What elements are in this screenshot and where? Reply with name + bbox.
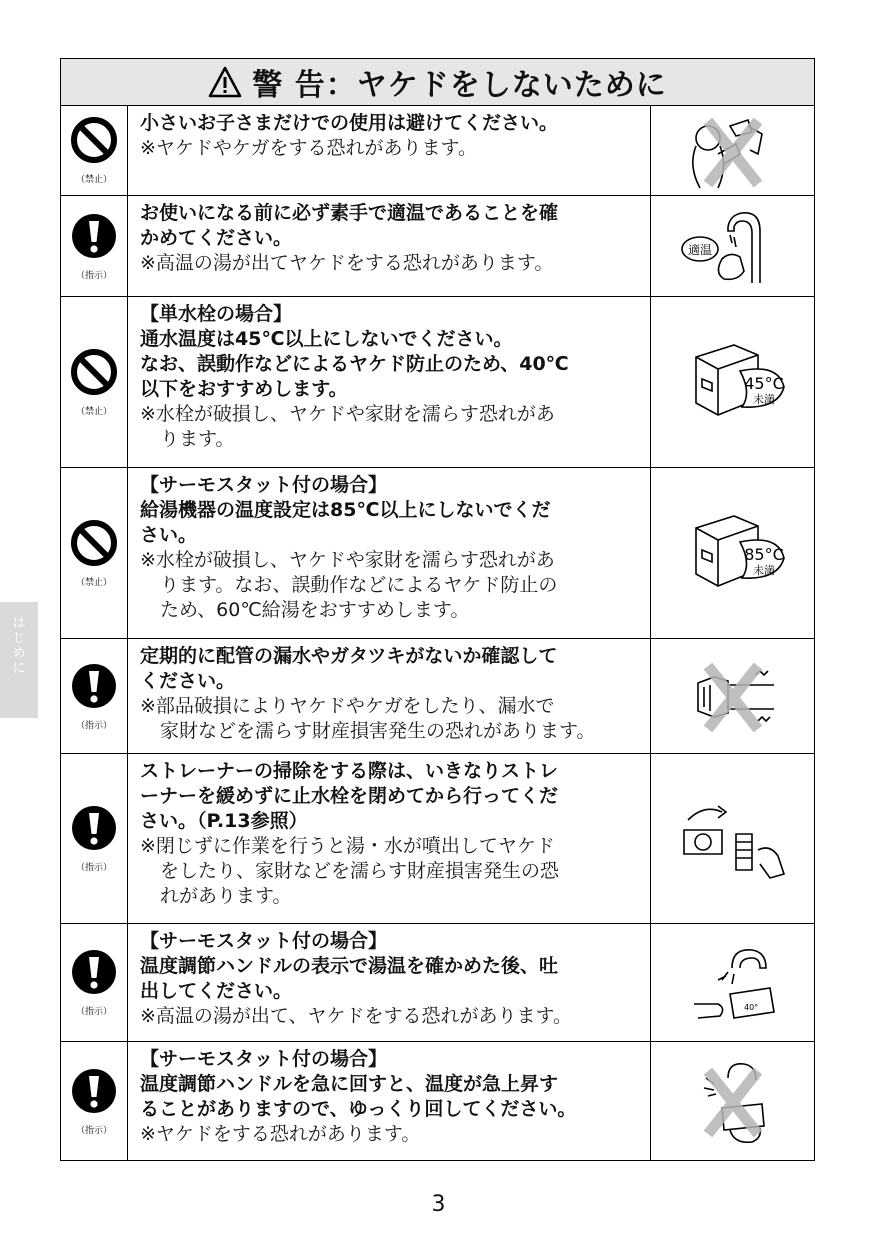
note-line: ※部品破損によりヤケドやケガをしたり、漏水で	[140, 695, 555, 717]
hand-check-temperature-illustration	[651, 196, 814, 296]
mandatory-icon	[70, 948, 118, 1000]
water-heater-illustration	[651, 297, 814, 467]
warning-row	[61, 297, 814, 468]
instruction-line: ください。	[140, 670, 236, 692]
warning-text	[128, 639, 651, 753]
icon-caption: （禁止）	[75, 577, 112, 588]
note-line: れがあります。	[159, 885, 292, 907]
instruction-line: ることがありますので、ゆっくり回してください。	[140, 1098, 577, 1120]
note-line: ※水栓が破損し、ヤケドや家財を濡らす恐れがあ	[140, 403, 555, 425]
warning-icon-cell	[61, 106, 128, 195]
instruction-line: 温度調節ハンドルを急に回すと、温度が急上昇す	[140, 1073, 559, 1095]
warning-text	[128, 196, 651, 296]
picture-temperature: 85°C	[743, 545, 784, 564]
note-line: ※ヤケドをする恐れがあります。	[140, 1123, 421, 1145]
prohibition-icon	[70, 519, 118, 571]
instruction-line: 温度調節ハンドルの表示で湯温を確かめた後、吐	[140, 955, 559, 977]
prohibition-icon	[70, 348, 118, 400]
warning-title: 警 告：ヤケドをしないために	[252, 68, 667, 103]
instruction-line: さい。	[140, 524, 198, 546]
icon-caption: （指示）	[75, 270, 112, 281]
warning-icon-cell	[61, 924, 128, 1041]
icon-caption: （禁止）	[75, 406, 112, 417]
instruction-line: 出してください。	[140, 980, 293, 1002]
instruction-line: 通水温度は45℃以上にしないでください。	[140, 328, 513, 350]
instruction-line: なお、誤動作などによるヤケド防止のため、40℃	[140, 353, 569, 375]
picture-note: 未満	[752, 393, 775, 406]
strainer-cleaning-illustration	[651, 754, 814, 923]
instruction-line: 以下をおすすめします。	[140, 378, 348, 400]
warning-icon-cell	[61, 196, 128, 296]
note-line: ※ヤケドやケガをする恐れがあります。	[140, 137, 478, 159]
note-line: をしたり、家財などを濡らす財産損害発生の恐	[159, 860, 559, 882]
mandatory-icon	[70, 1067, 118, 1119]
warning-text	[128, 924, 651, 1041]
warning-table	[60, 58, 815, 1161]
picture-label: 適温	[687, 243, 712, 257]
warning-rows	[61, 106, 814, 1160]
picture-label: 40°	[743, 1002, 758, 1012]
warning-text	[128, 106, 651, 195]
warning-triangle-icon	[208, 66, 242, 98]
picture-note: 未満	[752, 564, 775, 577]
pipe-leak-crossed-illustration	[651, 639, 814, 753]
icon-caption: （禁止）	[75, 175, 112, 185]
mandatory-icon	[70, 804, 118, 856]
warning-text	[128, 297, 651, 467]
instruction-line: 【サーモスタット付の場合】	[140, 1048, 388, 1070]
instruction-line: ーナーを緩めずに止水栓を閉めてから行ってくだ	[140, 785, 559, 807]
instruction-line: さい。（P.13参照）	[140, 810, 308, 832]
thermostat-handle-illustration	[651, 924, 814, 1041]
warning-text	[128, 1042, 651, 1160]
warning-header	[61, 59, 814, 106]
instruction-line: ストレーナーの掃除をする際は、いきなりストレ	[140, 760, 559, 782]
warning-text	[128, 754, 651, 923]
warning-row	[61, 639, 814, 754]
instruction-line: 給湯機器の温度設定は85℃以上にしないでくだ	[140, 499, 551, 521]
instruction-line: 小さいお子さまだけでの使用は避けてください。	[140, 112, 559, 134]
note-line: ※高温の湯が出てヤケドをする恐れがあります。	[140, 252, 554, 274]
mandatory-icon	[70, 662, 118, 714]
warning-row	[61, 1042, 814, 1160]
instruction-line: かめてください。	[140, 227, 293, 249]
icon-caption: （指示）	[75, 863, 112, 873]
section-tab	[0, 602, 38, 718]
warning-icon-cell	[61, 754, 128, 923]
warning-text	[128, 468, 651, 638]
note-line: ため、60℃給湯をおすすめします。	[159, 599, 470, 621]
warning-row	[61, 754, 814, 924]
instruction-line: 【単水栓の場合】	[140, 303, 293, 325]
icon-caption: （指示）	[75, 1125, 112, 1136]
instruction-line: 【サーモスタット付の場合】	[140, 474, 388, 496]
note-line: ります。	[159, 428, 235, 450]
handle-quick-turn-crossed-illustration	[651, 1042, 814, 1160]
note-line: ります。なお、誤動作などによるヤケド防止の	[159, 574, 558, 596]
section-tab-label: はじめに	[12, 616, 26, 676]
water-heater-illustration	[651, 468, 814, 638]
icon-caption: （指示）	[75, 720, 112, 731]
instruction-line: 【サーモスタット付の場合】	[140, 930, 388, 952]
icon-caption: （指示）	[75, 1007, 112, 1017]
note-line: 家財などを濡らす財産損害発生の恐れがあります。	[159, 720, 596, 742]
warning-row	[61, 468, 814, 639]
page-number: 3	[431, 1192, 446, 1217]
warning-row	[61, 196, 814, 297]
instruction-line: お使いになる前に必ず素手で適温であることを確	[140, 202, 559, 224]
child-faucet-crossed-illustration	[651, 106, 814, 195]
warning-icon-cell	[61, 468, 128, 638]
warning-row	[61, 924, 814, 1042]
mandatory-icon	[70, 212, 118, 264]
note-line: ※水栓が破損し、ヤケドや家財を濡らす恐れがあ	[140, 549, 555, 571]
prohibition-icon	[70, 116, 118, 168]
warning-row	[61, 106, 814, 196]
warning-icon-cell	[61, 639, 128, 753]
warning-icon-cell	[61, 297, 128, 467]
note-line: ※閉じずに作業を行うと湯・水が噴出してヤケド	[140, 835, 555, 857]
warning-icon-cell	[61, 1042, 128, 1160]
note-line: ※高温の湯が出て、ヤケドをする恐れがあります。	[140, 1005, 573, 1027]
instruction-line: 定期的に配管の漏水やガタツキがないか確認して	[140, 645, 558, 667]
picture-temperature: 45°C	[743, 374, 784, 393]
